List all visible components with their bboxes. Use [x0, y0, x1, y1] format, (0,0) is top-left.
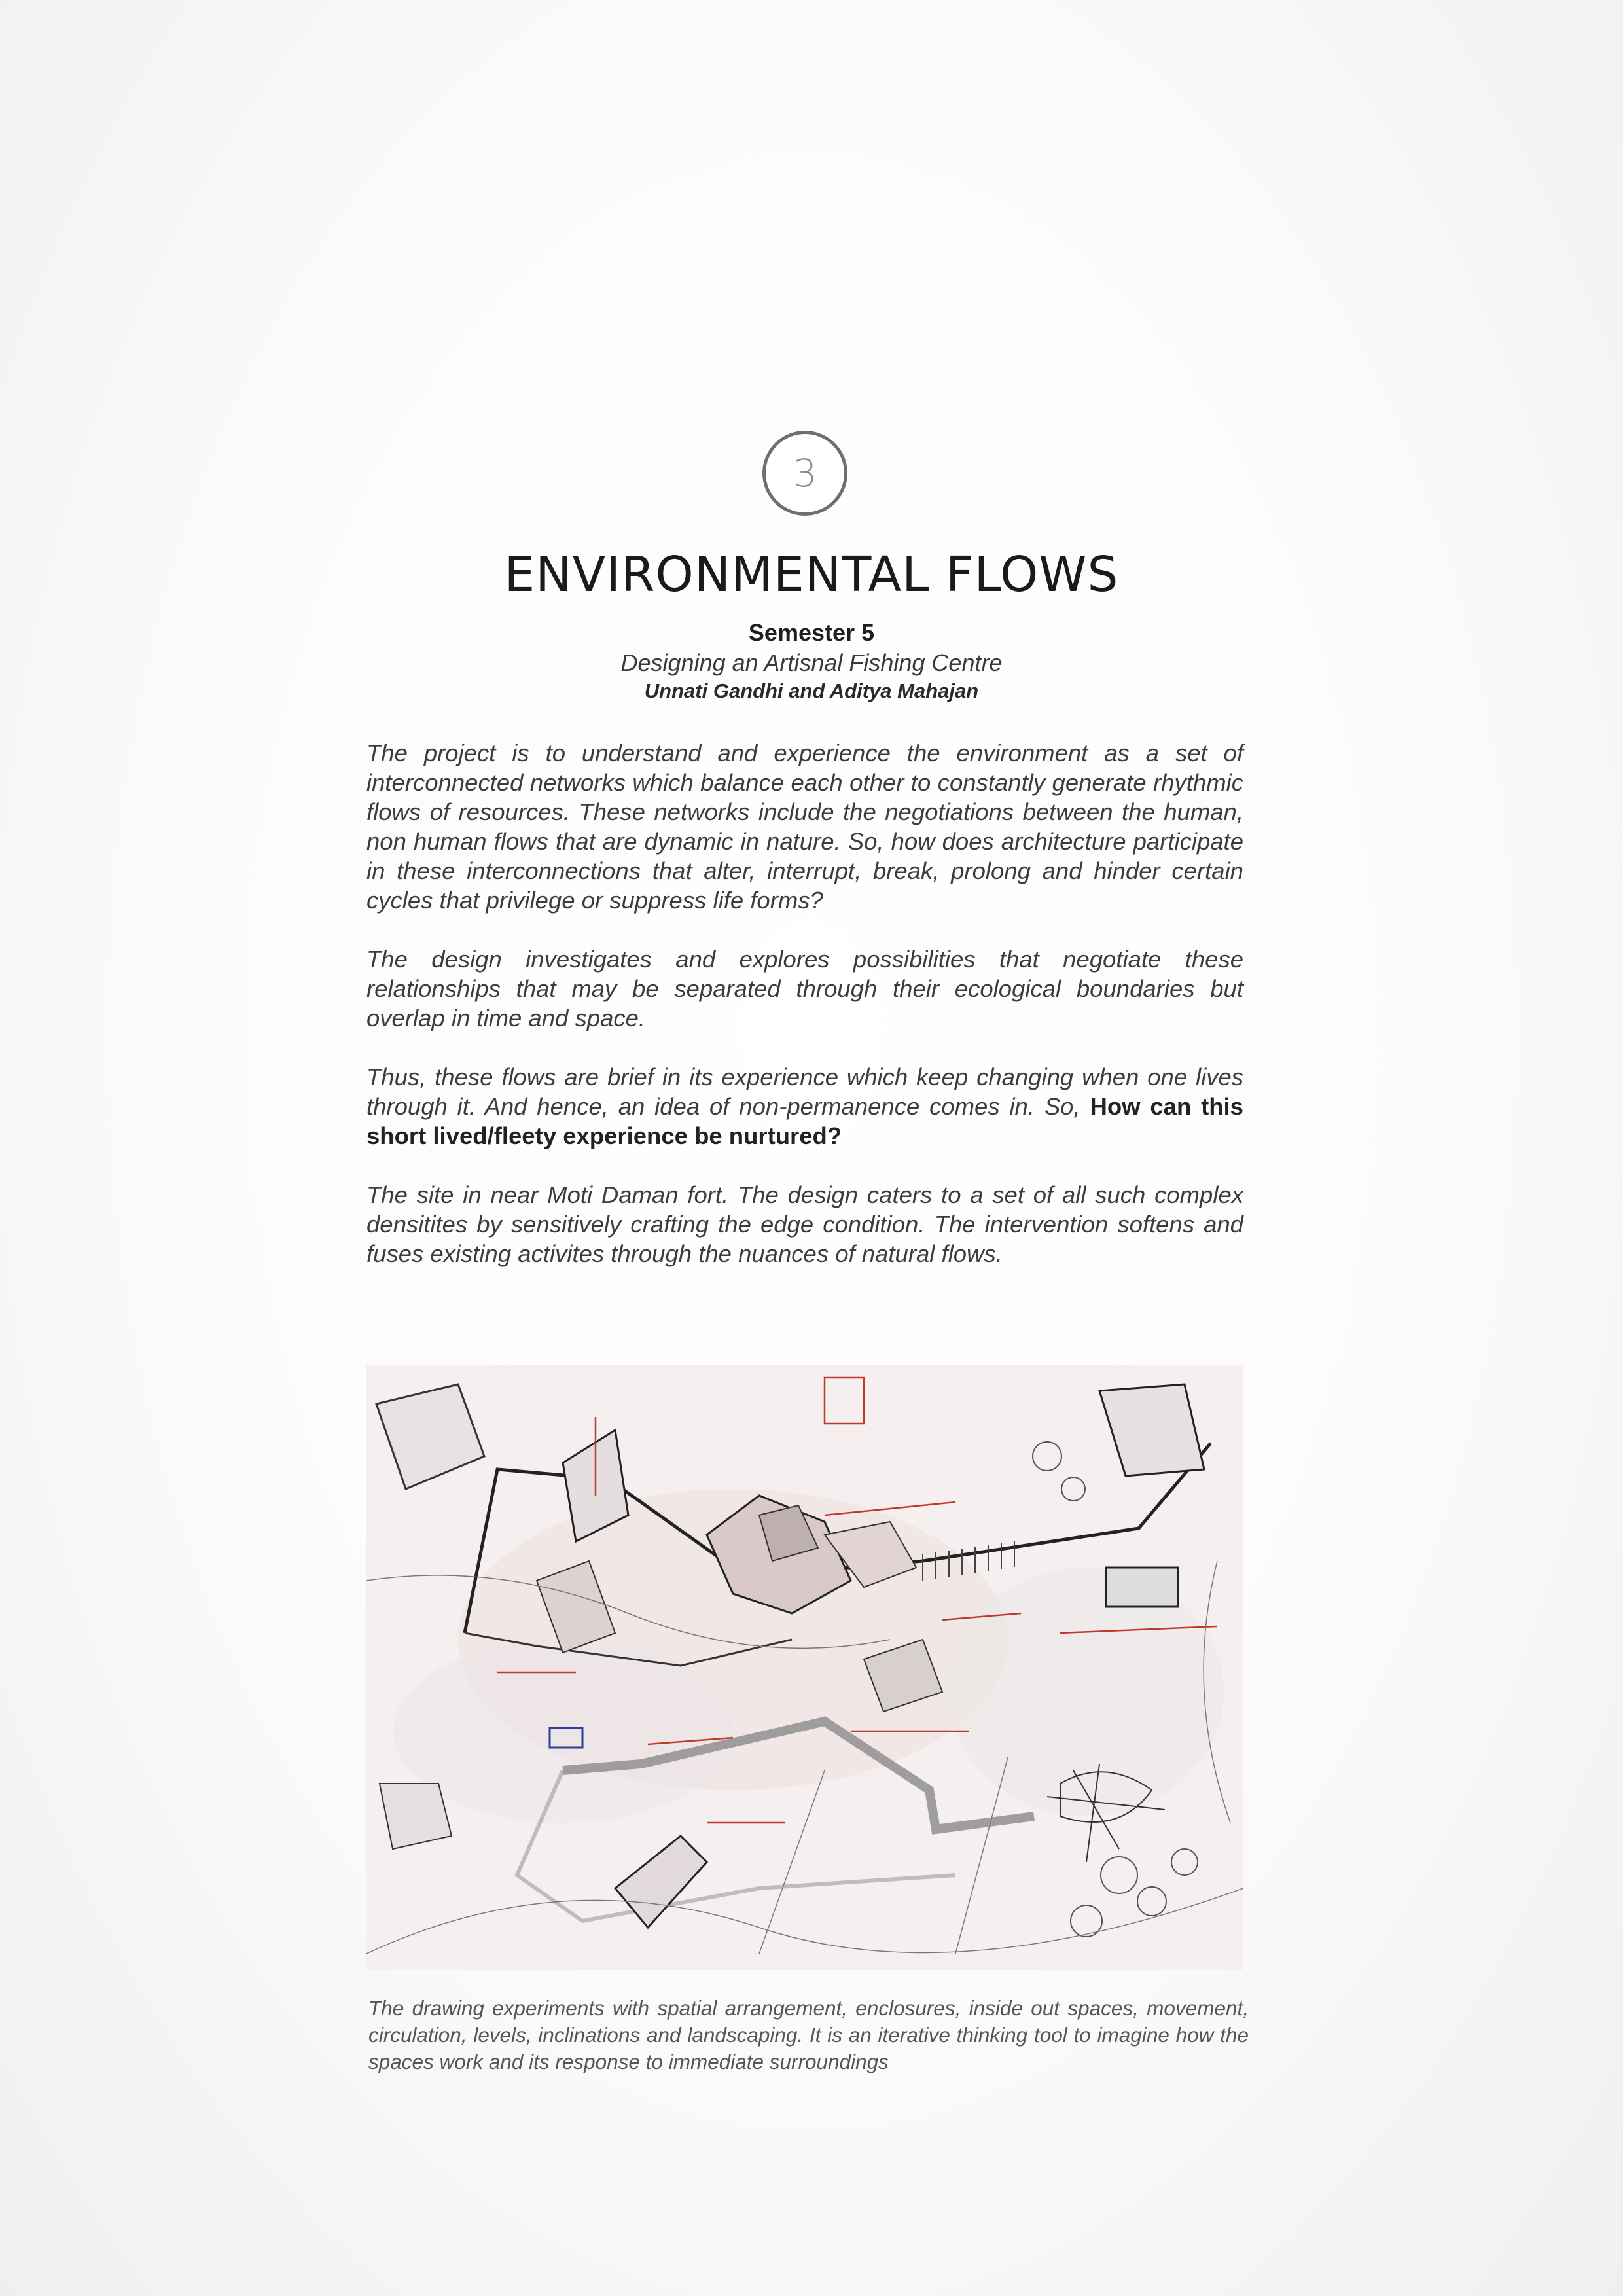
body-text — [366, 738, 1243, 1298]
semester-label: Semester 5 — [748, 619, 875, 646]
paragraph-3-text: Thus, these flows are brief in its experience which keep changing when one lives through it. And hence, an idea of non-permanence comes in. So, — [366, 1064, 1243, 1120]
sketch-illustration — [366, 1365, 1243, 1970]
authors-line: Unnati Gandhi and Aditya Mahajan — [644, 679, 979, 702]
paragraph-3 — [366, 1062, 1243, 1151]
chapter-title: ENVIRONMENTAL FLOWS — [504, 547, 1119, 603]
figure-caption: The drawing experiments with spatial arrangement, enclosures, inside out spaces, movement, circulation, levels, inclinations and landscaping. It is an iterative thinking tool to imagine how the spaces work and its response to immediate surroundings — [368, 1996, 1249, 2073]
chapter-number-badge — [762, 431, 847, 516]
paragraph-2: The design investigates and explores possibilities that negotiate these relationships that may be separated through their ecological boundaries but overlap in time and space. — [366, 946, 1243, 1031]
project-subtitle: Designing an Artisnal Fishing Centre — [620, 649, 1003, 676]
paragraph-4: The site in near Moti Daman fort. The design caters to a set of all such complex densitites by sensitively crafting the edge condition. The intervention softens and fuses existing activites through the nuances of natural flows. — [366, 1181, 1243, 1267]
chapter-number: 3 — [793, 451, 817, 495]
site-sketch-drawing — [366, 1365, 1243, 1970]
key-question: How can this short lived/fleety experience be nurtured? — [366, 1093, 1243, 1149]
paragraph-1: The project is to understand and experience the environment as a set of interconnected networks which balance each other to constantly generate rhythmic flows of resources. These networks include the negotiations between the human, non human flows that are dynamic in nature. So, how does architecture participate in these interconnections that alter, interrupt, break, prolong and hinder certain cycles that privilege or suppress life forms? — [366, 740, 1243, 914]
